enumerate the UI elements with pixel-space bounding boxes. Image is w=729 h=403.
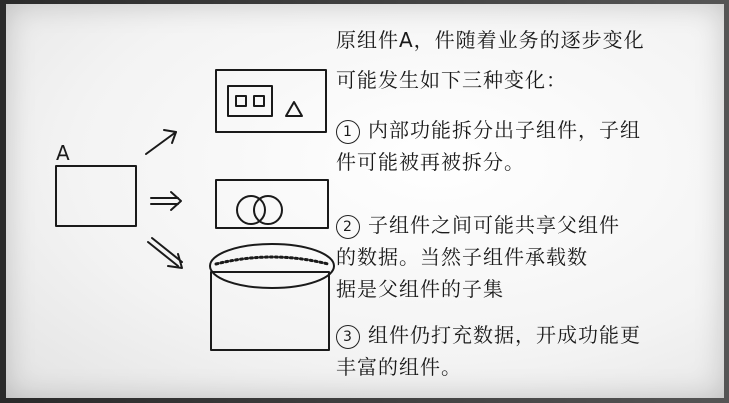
- shared-circle-left: [237, 196, 265, 224]
- item-2-line-2: 的数据。当然子组件承载数: [336, 245, 588, 269]
- panel-shared: [216, 180, 328, 228]
- enriched-ellipse: [210, 244, 334, 288]
- sketch-diagram: [6, 4, 346, 398]
- heading-line-1: 原组件A，件随着业务的逐步变化: [336, 28, 645, 52]
- subcomponent-box: [228, 86, 272, 116]
- item-1-line-2: 件可能被再被拆分。: [336, 150, 525, 174]
- item-3-text-1: 组件仍打充数据，开成功能更: [368, 323, 641, 347]
- arrow-right: [151, 192, 181, 210]
- paper-sheet: [6, 4, 724, 398]
- arrow-down-right: [148, 238, 182, 268]
- component-a-label: A: [56, 141, 70, 165]
- subcomponent-square-2: [254, 96, 264, 106]
- item-1-line-1: [336, 114, 641, 144]
- subcomponent-triangle: [286, 102, 302, 116]
- item-2-number: 2: [336, 215, 360, 239]
- item-1-number: 1: [336, 120, 360, 144]
- item-2-text-1: 子组件之间可能共享父组件: [368, 213, 620, 237]
- component-a-box: [56, 166, 136, 226]
- arrow-up-right: [146, 130, 176, 154]
- shared-circle-right: [254, 196, 282, 224]
- enriched-hatch: [216, 257, 328, 264]
- item-2-line-1: [336, 209, 620, 239]
- item-2-line-3: 据是父组件的子集: [336, 277, 504, 301]
- item-3-line-2: 丰富的组件。: [336, 355, 462, 379]
- subcomponent-square-1: [236, 96, 246, 106]
- item-1-text-1: 内部功能拆分出子组件，子组: [368, 118, 641, 142]
- item-3-number: 3: [336, 325, 360, 349]
- item-3-line-1: [336, 319, 641, 349]
- heading-line-2: 可能发生如下三种变化：: [336, 68, 567, 92]
